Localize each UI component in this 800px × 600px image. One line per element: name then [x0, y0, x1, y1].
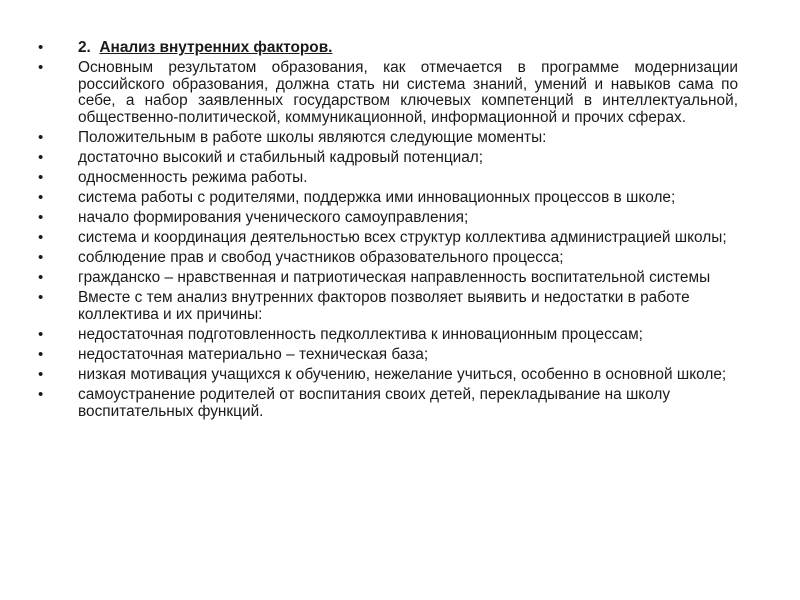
bullet-icon: •: [38, 366, 44, 384]
list-item: [38, 250, 738, 267]
heading-text: [78, 39, 332, 56]
list-item: [38, 60, 738, 126]
list-item-text: Положительным в работе школы являются следующие моменты:: [78, 128, 547, 146]
list-item: [38, 270, 738, 287]
list-item-text: недостаточная материально – техническая база;: [78, 346, 429, 364]
bullet-icon: •: [38, 209, 44, 227]
list-item-text: начало формирования ученического самоуправления;: [78, 209, 469, 227]
list-item: [38, 367, 738, 384]
list-item: [38, 327, 738, 344]
list-item-heading: [38, 40, 738, 57]
bullet-icon: •: [38, 346, 44, 364]
list-item: [38, 170, 738, 187]
list-item: [38, 130, 738, 147]
bullet-icon: •: [38, 229, 44, 247]
list-item-text: Вместе с тем анализ внутренних факторов позволяет выявить и недостатки в работе коллектива и их причины:: [78, 289, 690, 323]
bullet-icon: •: [38, 289, 44, 307]
heading-title: Анализ внутренних факторов.: [99, 39, 333, 56]
bullet-icon: •: [38, 386, 44, 404]
bullet-icon: •: [38, 326, 44, 344]
list-item: [38, 190, 738, 207]
bullet-icon: •: [38, 128, 44, 146]
heading-number: 2.: [78, 39, 91, 56]
list-item-text: Основным результатом образования, как отмечается в программе модернизации российского образования, должна стать ни система знаний, умений и навыков сама по себе, а набор заявленных государством ключевых компетенций в интеллектуальной, общественно-политической, коммуникационной, информационной и прочих сферах.: [78, 59, 738, 126]
bullet-icon: •: [38, 148, 44, 166]
bullet-icon: •: [38, 59, 44, 77]
list-item: [38, 387, 738, 420]
list-item: [38, 347, 738, 364]
list-item-text: односменность режима работы.: [78, 168, 308, 186]
bullet-icon: •: [38, 39, 44, 56]
list-item-text: система работы с родителями, поддержка ими инновационных процессов в школе;: [78, 188, 676, 206]
list-item-text: гражданско – нравственная и патриотическая направленность воспитательной системы: [78, 269, 711, 287]
bullet-icon: •: [38, 269, 44, 287]
bullet-icon: •: [38, 168, 44, 186]
list-item: [38, 210, 738, 227]
list-item-text: самоустранение родителей от воспитания своих детей, перекладывание на школу воспитательных функций.: [78, 386, 671, 420]
list-item: [38, 290, 738, 323]
list-item: [38, 150, 738, 167]
list-item-text: недостаточная подготовленность педколлектива к инновационным процессам;: [78, 326, 643, 344]
list-item: [38, 230, 738, 247]
list-item-text: соблюдение прав и свобод участников образовательного процесса;: [78, 249, 564, 267]
list-item-text: низкая мотивация учащихся к обучению, нежелание учиться, особенно в основной школе;: [78, 366, 727, 384]
bullet-icon: •: [38, 188, 44, 206]
list-item-text: достаточно высокий и стабильный кадровый потенциал;: [78, 148, 484, 166]
bullet-icon: •: [38, 249, 44, 267]
bullet-list: [38, 40, 738, 424]
list-item-text: система и координация деятельностью всех структур коллектива администрацией школы;: [78, 229, 727, 247]
